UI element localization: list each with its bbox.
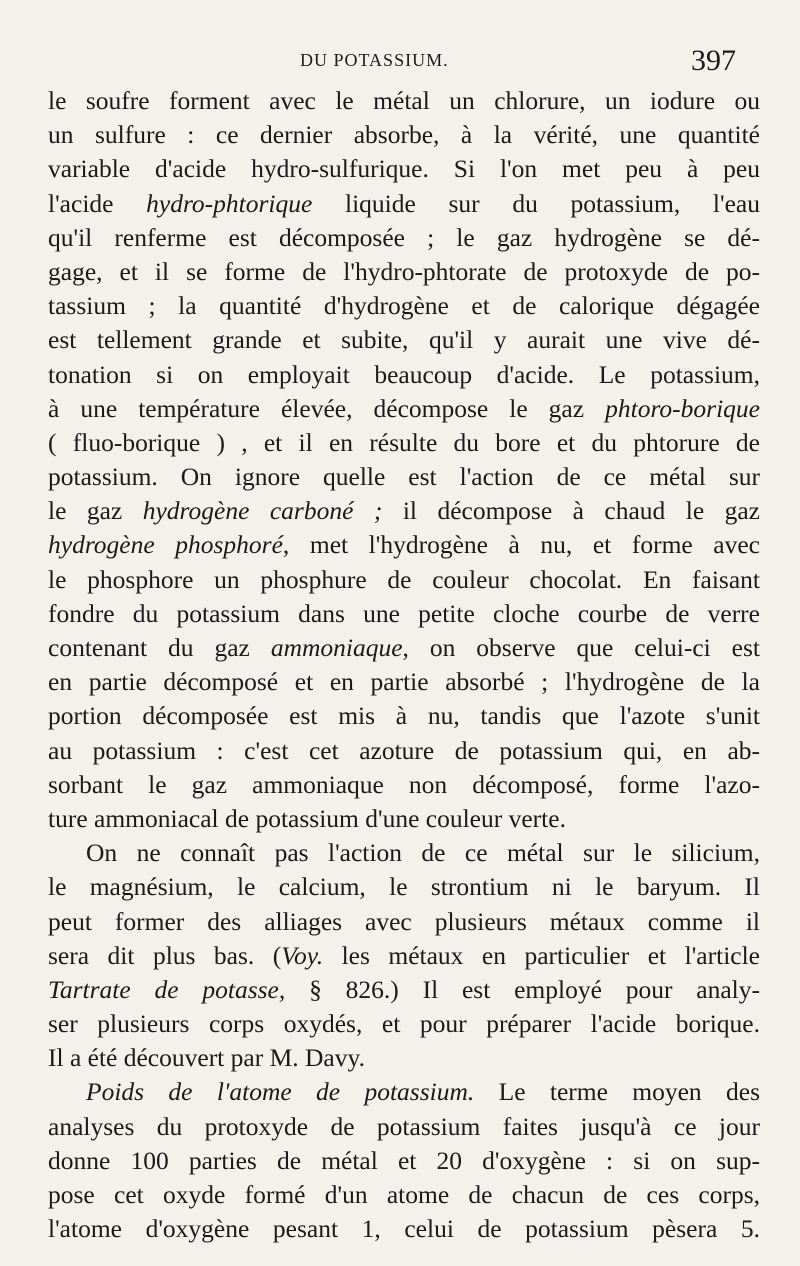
text-line [48, 1212, 760, 1246]
text-line [48, 836, 760, 870]
text-segment: Il a été découvert par M. Davy. [48, 1043, 365, 1073]
text-line [48, 255, 760, 289]
text-segment: sorbant le gaz ammoniaque non décomposé, forme l'azo- [48, 769, 760, 799]
text-line [48, 1041, 760, 1075]
text-line [48, 118, 760, 152]
text-line [48, 734, 760, 768]
text-line [48, 905, 760, 939]
text-segment: variable d'acide hydro-sulfurique. Si l'on met peu à peu [48, 154, 760, 184]
text-line [48, 939, 760, 973]
text-segment: ture ammoniacal de potassium d'une couleur verte. [48, 803, 566, 833]
text-line [48, 665, 760, 699]
italic-term: hydrogène phosphoré [48, 530, 283, 560]
text-segment: liquide sur du potassium, l'eau [312, 188, 760, 218]
text-line [48, 563, 760, 597]
text-segment: On ne connaît pas l'action de ce métal sur le silicium, [86, 838, 760, 868]
text-line [48, 1007, 760, 1041]
italic-term: Tartrate de potasse, [48, 974, 286, 1004]
running-title: DU POTASSIUM. [300, 50, 449, 70]
text-segment: donne 100 parties de métal et 20 d'oxygène : si on sup- [48, 1145, 760, 1175]
text-line [48, 84, 760, 118]
text-segment: , on observe que celui-ci est [402, 633, 760, 662]
text-line [48, 699, 760, 733]
text-segment: fondre du potassium dans une petite cloche courbe de verre [48, 598, 760, 628]
text-segment: pose cet oxyde formé d'un atome de chacun de ces corps, [48, 1180, 760, 1209]
text-segment: à une température élevée, décompose le gaz [48, 393, 606, 423]
italic-term: Poids de l'atome de potassium. [86, 1077, 475, 1107]
text-segment: le soufre forment avec le métal un chlorure, un iodure ou [48, 86, 760, 115]
italic-term: ammoniaque [270, 633, 403, 662]
text-segment: § 826.) Il est employé pour analy- [285, 974, 760, 1004]
text-line [48, 802, 760, 836]
text-line [48, 221, 760, 255]
text-line [48, 528, 760, 562]
text-line [48, 768, 760, 802]
italic-term: phtoro-borique [605, 393, 760, 423]
text-segment: tassium ; la quantité d'hydrogène et de calorique dégagée [48, 291, 760, 321]
text-line [48, 494, 760, 528]
text-line [48, 597, 760, 631]
text-segment: le phosphore un phosphure de couleur chocolat. En faisant [48, 564, 760, 594]
text-line [48, 289, 760, 323]
text-segment: en partie décomposé et en partie absorbé ; l'hydrogène de la [48, 667, 760, 697]
text-segment: sera dit plus bas. ( [48, 940, 282, 970]
text-segment: Le terme moyen des [474, 1077, 760, 1107]
text-line [48, 1075, 760, 1109]
italic-term: hydrogène carboné ; [142, 496, 383, 526]
text-line [48, 187, 760, 221]
text-segment: ser plusieurs corps oxydés, et pour préparer l'acide borique. [48, 1009, 760, 1039]
text-line [48, 1110, 760, 1144]
text-segment: les métaux en particulier et l'article [323, 940, 760, 970]
text-segment: peut former des alliages avec plusieurs métaux comme il [48, 906, 760, 936]
text-line [48, 460, 760, 494]
italic-term: Voy. [281, 940, 324, 970]
text-segment: contenant du gaz [48, 633, 271, 662]
running-head [0, 44, 800, 80]
text-line [48, 1144, 760, 1178]
body-text [48, 84, 760, 1246]
text-segment: il décompose à chaud le gaz [382, 496, 760, 526]
text-segment: un sulfure : ce dernier absorbe, à la vérité, une quantité [48, 120, 760, 150]
text-segment: est tellement grande et subite, qu'il y aurait une vive dé- [48, 325, 760, 355]
text-line [48, 358, 760, 392]
text-line [48, 152, 760, 186]
italic-term: hydro-phtorique [146, 188, 313, 218]
page-number: 397 [691, 44, 736, 77]
text-segment: l'atome d'oxygène pesant 1, celui de potassium pèsera 5. [48, 1214, 760, 1244]
text-segment: , met l'hydrogène à nu, et forme avec [282, 530, 760, 560]
text-line [48, 392, 760, 426]
text-segment: l'acide [48, 188, 147, 218]
text-segment: tonation si on employait beaucoup d'acide. Le potassium, [48, 359, 760, 389]
text-segment: le magnésium, le calcium, le strontium ni le baryum. Il [48, 872, 760, 902]
text-segment: le gaz [48, 496, 143, 526]
text-line [48, 973, 760, 1007]
text-segment: au potassium : c'est cet azoture de potassium qui, en ab- [48, 735, 760, 765]
text-segment: ( fluo-borique ) , et il en résulte du bore et du phtorure de [48, 427, 760, 457]
text-line [48, 870, 760, 904]
text-segment: portion décomposée est mis à nu, tandis que l'azote s'unit [48, 701, 760, 731]
text-segment: analyses du protoxyde de potassium faites jusqu'à ce jour [48, 1111, 760, 1141]
text-line [48, 323, 760, 357]
text-line [48, 426, 760, 460]
text-segment: gage, et il se forme de l'hydro-phtorate de protoxyde de po- [48, 256, 760, 286]
text-segment: qu'il renferme est décomposée ; le gaz hydrogène se dé- [48, 222, 760, 252]
text-line [48, 631, 760, 665]
text-segment: potassium. On ignore quelle est l'action de ce métal sur [48, 462, 760, 492]
text-line [48, 1178, 760, 1212]
